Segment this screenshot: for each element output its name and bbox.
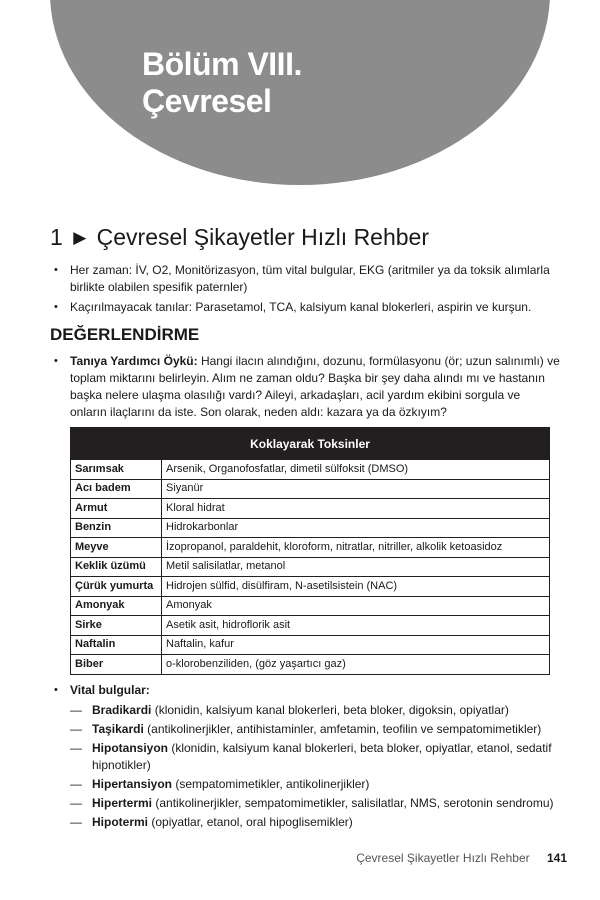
assessment-bullet-text: Hangi ilacın alındığını, dozunu, formülasyonu (ör; uzun salınımlı) ve toplam miktarını belirleyin. Alım ne zaman oldu? Başka bir şey daha alındı mı ve hastanın başka nelere ulaşma olasılığı vardı? Aileyi, arkadaşları, acil yardım ekibini sorgula ve onların ilaçlarını da iste. Son olarak, neden aldı: kazara ya da özkıyım? (70, 354, 560, 419)
vital-sign-term: Bradikardi (92, 703, 152, 717)
intro-bullet-text: Kaçırılmayacak tanılar: Parasetamol, TCA, kalsiyum kanal blokerleri, aspirin ve kurşun. (70, 300, 532, 314)
smell-cell: Amonyak (71, 596, 162, 616)
vital-sign-item (50, 795, 560, 812)
intro-bullet-text: Her zaman: İV, O2, Monitörizasyon, tüm vital bulgular, EKG (aritmiler ya da toksik alımlarla birlikte olabilen spesifik paternler) (70, 263, 550, 294)
smell-cell: Acı badem (71, 479, 162, 499)
table-row (71, 499, 550, 519)
section-heading (50, 224, 429, 251)
toxin-cell: İzopropanol, paraldehit, kloroform, nitratlar, nitriller, alkolik ketoasidoz (162, 538, 550, 558)
bullet-icon: • (54, 684, 58, 696)
toxin-cell: Metil salisilatlar, metanol (162, 557, 550, 577)
page-footer (356, 851, 567, 865)
toxin-cell: Asetik asit, hidroflorik asit (162, 616, 550, 636)
assessment-bullet-label: Tanıya Yardımcı Öykü: (70, 354, 198, 368)
table-title: Koklayarak Toksinler (71, 428, 550, 460)
section-title: Çevresel Şikayetler Hızlı Rehber (96, 224, 429, 250)
assessment-bullet-list (50, 353, 560, 424)
toxin-cell: Kloral hidrat (162, 499, 550, 519)
chapter-title-line1: Bölüm VIII. (142, 46, 302, 82)
dash-icon: — (70, 815, 82, 829)
toxin-cell: Hidrokarbonlar (162, 518, 550, 538)
vital-sign-causes: (antikolinerjikler, antihistaminler, amfetamin, teofilin ve sempatomimetikler) (143, 722, 542, 736)
vital-signs-section (50, 682, 560, 833)
vital-sign-term: Hipotansiyon (92, 741, 169, 755)
bullet-icon: • (54, 301, 58, 313)
smell-cell: Sirke (71, 616, 162, 636)
dash-icon: — (70, 796, 82, 810)
dash-icon: — (70, 703, 82, 717)
toxin-cell: o-klorobenziliden, (göz yaşartıcı gaz) (162, 655, 550, 675)
vital-signs-heading-text: Vital bulgular: (70, 683, 150, 697)
vital-sign-causes: (klonidin, kalsiyum kanal blokerleri, beta bloker, opiyatlar, etanol, sedatif hipnotikler) (92, 741, 552, 772)
table-row (71, 635, 550, 655)
table-row (71, 655, 550, 675)
toxin-smell-table (70, 427, 550, 675)
smell-cell: Armut (71, 499, 162, 519)
vital-sign-item (50, 776, 560, 793)
table-row (71, 538, 550, 558)
vital-sign-causes: (klonidin, kalsiyum kanal blokerleri, beta bloker, digoksin, opiyatlar) (151, 703, 509, 717)
dash-icon: — (70, 777, 82, 791)
smell-cell: Benzin (71, 518, 162, 538)
dash-icon: — (70, 722, 82, 736)
table-row (71, 460, 550, 480)
toxin-cell: Amonyak (162, 596, 550, 616)
vital-sign-causes: (antikolinerjikler, sempatomimetikler, salisilatlar, NMS, serotonin sendromu) (152, 796, 554, 810)
section-number: 1 (50, 224, 63, 250)
vital-signs-heading (50, 682, 560, 699)
assessment-heading: DEĞERLENDİRME (50, 325, 200, 344)
intro-bullet (50, 299, 560, 316)
vital-sign-item (50, 740, 560, 774)
smell-cell: Keklik üzümü (71, 557, 162, 577)
smell-cell: Çürük yumurta (71, 577, 162, 597)
page-number: 141 (546, 851, 567, 865)
vital-sign-item (50, 814, 560, 831)
smell-cell: Naftalin (71, 635, 162, 655)
assessment-bullet (50, 353, 560, 421)
table-row (71, 557, 550, 577)
toxin-cell: Hidrojen sülfid, disülfiram, N-asetilsistein (NAC) (162, 577, 550, 597)
table-row (71, 577, 550, 597)
play-arrow-icon: ▶ (73, 228, 87, 247)
table-row (71, 616, 550, 636)
running-title: Çevresel Şikayetler Hızlı Rehber (356, 851, 530, 865)
table-row (71, 479, 550, 499)
toxin-cell: Arsenik, Organofosfatlar, dimetil sülfoksit (DMSO) (162, 460, 550, 480)
smell-cell: Sarımsak (71, 460, 162, 480)
dash-icon: — (70, 741, 82, 755)
table-row (71, 518, 550, 538)
bullet-icon: • (54, 355, 58, 367)
vital-sign-term: Hipertermi (92, 796, 153, 810)
intro-bullet-list (50, 262, 560, 319)
smell-cell: Biber (71, 655, 162, 675)
vital-sign-causes: (sempatomimetikler, antikolinerjikler) (172, 777, 370, 791)
chapter-title (142, 46, 302, 120)
bullet-icon: • (54, 264, 58, 276)
table-header-row (71, 428, 550, 460)
vital-signs-list (50, 702, 560, 831)
smell-cell: Meyve (71, 538, 162, 558)
vital-sign-causes: (opiyatlar, etanol, oral hipoglisemikler) (148, 815, 353, 829)
intro-bullet (50, 262, 560, 296)
chapter-title-line2: Çevresel (142, 83, 272, 119)
vital-sign-item (50, 721, 560, 738)
vital-sign-term: Taşikardi (92, 722, 144, 736)
table-row (71, 596, 550, 616)
vital-sign-item (50, 702, 560, 719)
vital-sign-term: Hipertansiyon (92, 777, 173, 791)
toxin-cell: Siyanür (162, 479, 550, 499)
vital-sign-term: Hipotermi (92, 815, 149, 829)
toxin-cell: Naftalin, kafur (162, 635, 550, 655)
